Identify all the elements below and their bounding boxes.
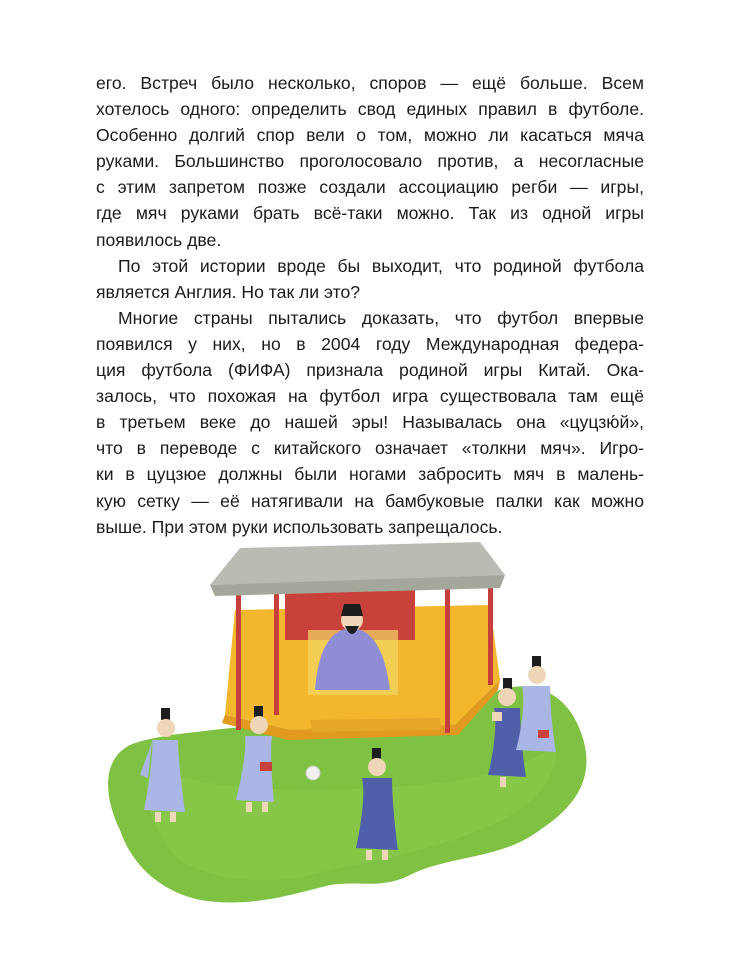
paragraph-2	[96, 253, 644, 305]
canopy-pole	[445, 578, 450, 733]
text-line: Многие страны пытались доказать, что футбол впервые	[118, 307, 644, 328]
canopy-pole	[236, 580, 241, 730]
text-line: в третьем веке до нашей эры! Называлась она «цуцзю́й»,	[96, 412, 644, 433]
cuju-illustration	[60, 530, 620, 930]
text-line: выше. При этом руки использовать запрещалось.	[96, 516, 503, 537]
text-line: руками. Большинство проголосовало против, а несогласные	[96, 151, 644, 172]
article-text	[96, 70, 644, 540]
player-figure	[140, 708, 185, 822]
text-line: появился у них, но в 2004 году Международная федера-	[96, 333, 644, 354]
canopy-pole	[488, 575, 493, 685]
text-line: хотелось одного: определить свод единых правил в футболе.	[96, 99, 644, 120]
ball	[306, 766, 320, 780]
text-line: является Англия. Но так ли это?	[96, 281, 361, 302]
text-line: его. Встреч было несколько, споров — ещё больше. Всем	[96, 73, 644, 93]
text-line: ция футбола (ФИФА) признала родиной игры Китай. Ока-	[96, 360, 644, 381]
text-line: с этим запретом позже создали ассоциацию регби — игры,	[96, 177, 644, 198]
text-line: кую сетку — её натягивали на бамбуковые палки как можно	[96, 490, 644, 511]
text-line: ки в цуцзюе должны были ногами забросить мяч в малень-	[96, 464, 644, 485]
paragraph-1	[96, 70, 644, 253]
platform-steps	[310, 718, 442, 732]
text-line: залось, что похожая на футбол игра существовала там ещё	[96, 386, 644, 407]
text-line: где мяч руками брать всё-таки можно. Так из одной игры	[96, 203, 644, 224]
text-line: По этой истории вроде бы выходит, что родиной футбола	[118, 255, 644, 276]
paragraph-3	[96, 305, 644, 540]
canopy-pole	[274, 575, 279, 715]
text-line: Особенно долгий спор вели о том, можно ли касаться мяча	[96, 125, 644, 146]
text-line: что в переводе с китайского означает «толкни мяч». Игро-	[96, 438, 644, 459]
text-line: появилось две.	[96, 229, 222, 250]
